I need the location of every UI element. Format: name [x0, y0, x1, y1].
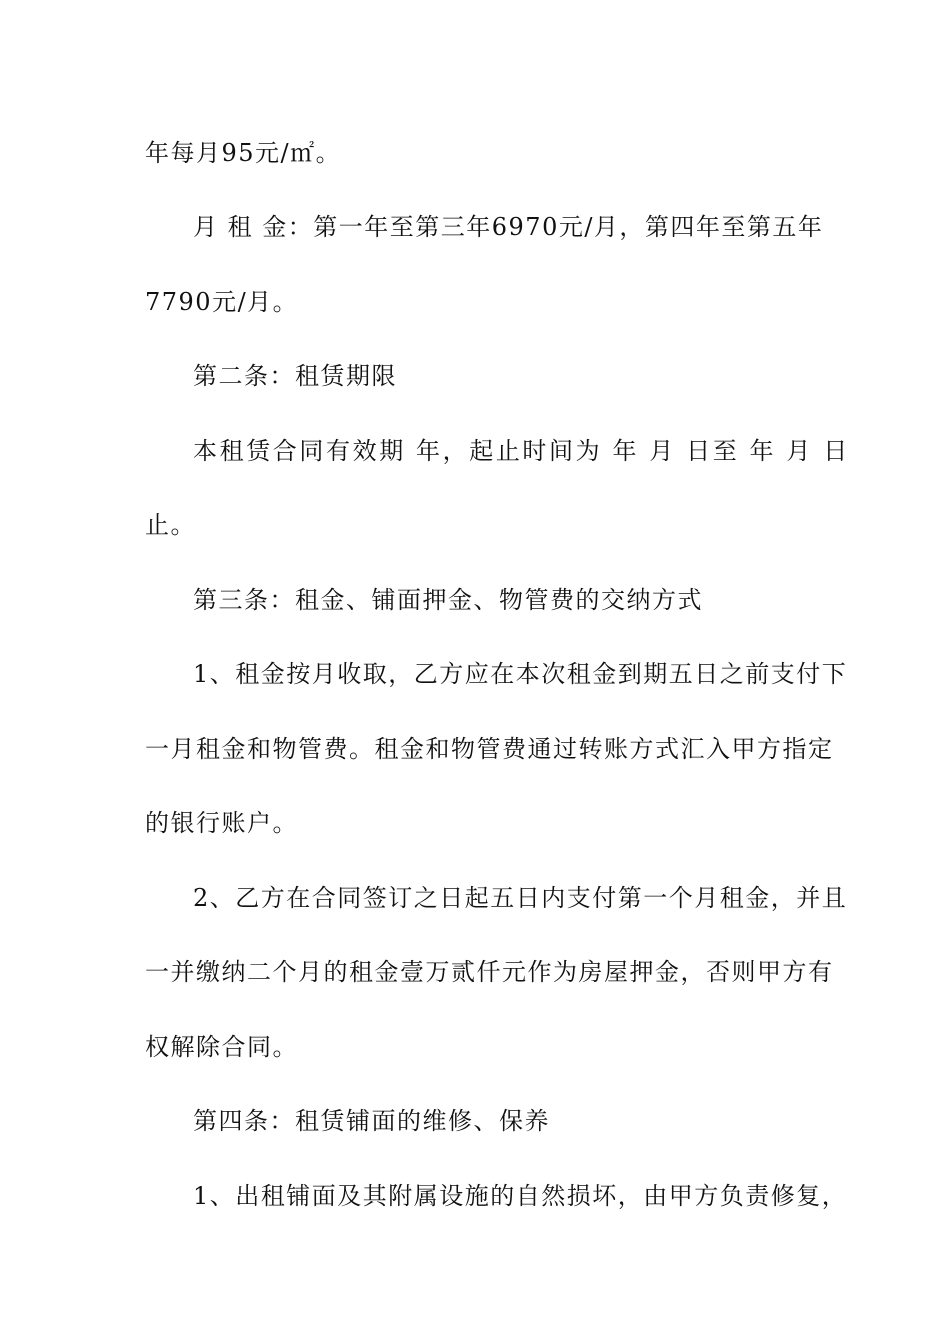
- text-line: 一月租金和物管费。租金和物管费通过转账方式汇入甲方指定: [145, 735, 834, 763]
- text-line: 2、乙方在合同签订之日起五日内支付第一个月租金，并且: [193, 884, 848, 912]
- section-heading: 第二条：租赁期限: [193, 362, 397, 390]
- text-line: 权解除合同。: [145, 1033, 298, 1061]
- section-heading: 第四条：租赁铺面的维修、保养: [193, 1107, 550, 1135]
- text-line: 月 租 金：第一年至第三年6970元/月，第四年至第五年: [193, 213, 824, 241]
- text-line: 止。: [145, 511, 196, 539]
- section-heading: 第三条：租金、铺面押金、物管费的交纳方式: [193, 586, 703, 614]
- text-line: 一并缴纳二个月的租金壹万贰仟元作为房屋押金，否则甲方有: [145, 958, 834, 986]
- text-line: 本租赁合同有效期 年，起止时间为 年 月 日至 年 月 日: [193, 437, 850, 465]
- text-line: 年每月95元/㎡。: [145, 139, 342, 167]
- text-line: 的银行账户。: [145, 809, 298, 837]
- text-line: 7790元/月。: [145, 288, 299, 316]
- text-line: 1、租金按月收取，乙方应在本次租金到期五日之前支付下: [193, 660, 848, 688]
- text-line: 1、出租铺面及其附属设施的自然损坏，由甲方负责修复，: [193, 1182, 848, 1210]
